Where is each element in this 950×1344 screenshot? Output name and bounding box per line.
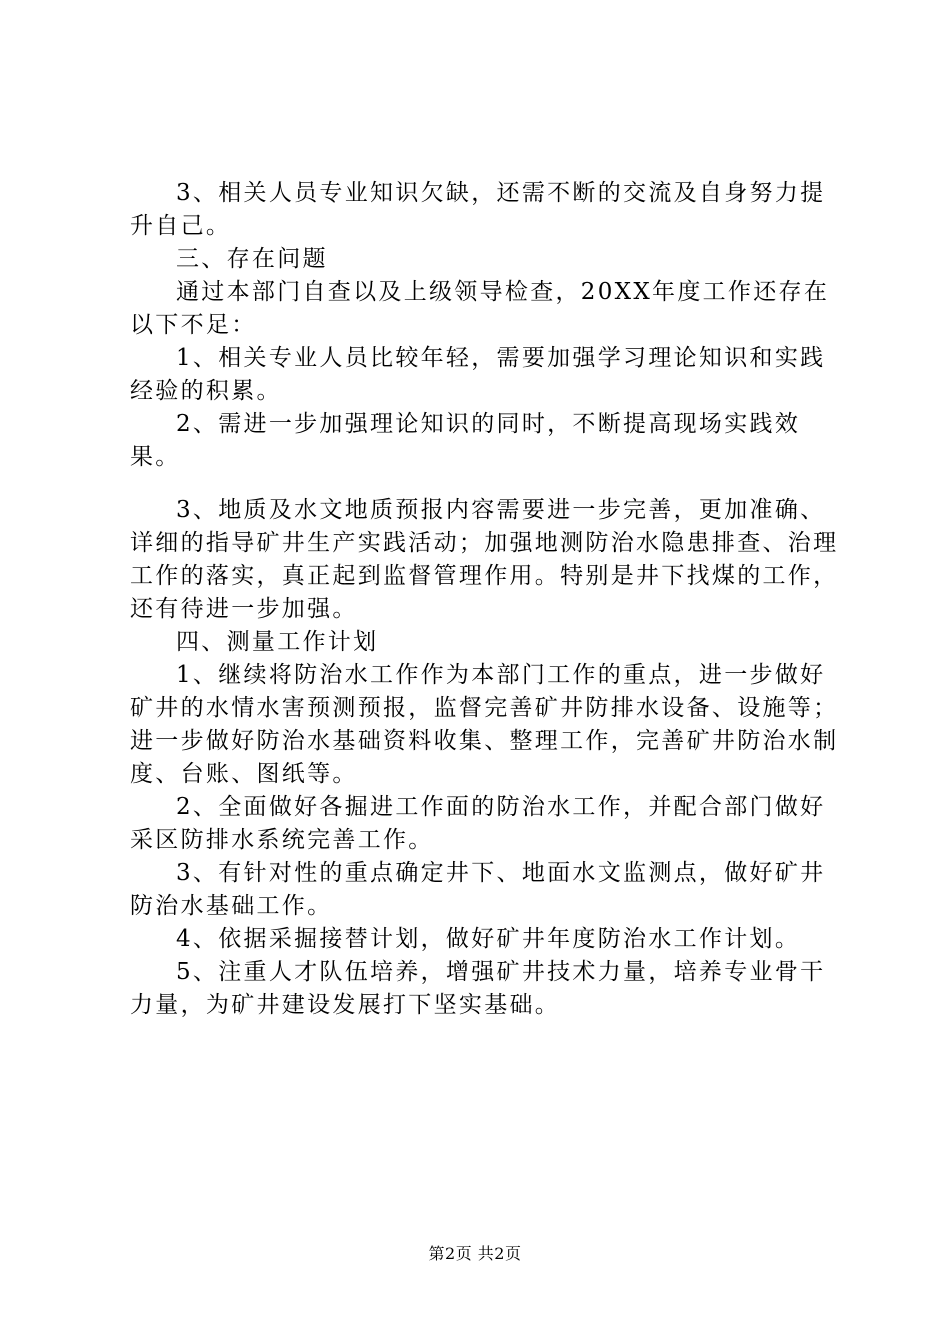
paragraph-plan-5: 5、注重人才队伍培养，增强矿井技术力量，培养专业骨干力量，为矿井建设发展打下坚实基础。 — [130, 959, 826, 1018]
paragraph-plan-1: 1、继续将防治水工作作为本部门工作的重点，进一步做好矿井的水情水害预测预报，监督完善矿井防排水设备、设施等；进一步做好防治水基础资料收集、整理工作，完善矿井防治水制度、台账、图纸等。 — [130, 662, 839, 787]
page-number-footer: 第2页 共2页 — [428, 1244, 522, 1263]
document-body — [130, 177, 842, 1022]
paragraph-skills-gap: 3、相关人员专业知识欠缺，还需不断的交流及自身努力提升自己。 — [130, 180, 826, 239]
paragraph-plan-3: 3、有针对性的重点确定井下、地面水文监测点，做好矿井防治水基础工作。 — [130, 860, 826, 919]
paragraph-problem-2: 2、需进一步加强理论知识的同时，不断提高现场实践效果。 — [130, 411, 801, 470]
heading-existing-problems: 三、存在问题 — [176, 246, 328, 272]
paragraph-inspection-intro: 通过本部门自查以及上级领导检查，20XX年度工作还存在以下不足： — [130, 279, 830, 338]
paragraph-plan-4: 4、依据采掘接替计划，做好矿井年度防治水工作计划。 — [176, 926, 801, 952]
paragraph-plan-2: 2、全面做好各掘进工作面的防治水工作，并配合部门做好采区防排水系统完善工作。 — [130, 794, 826, 853]
heading-survey-work-plan: 四、测量工作计划 — [176, 629, 379, 655]
paragraph-problem-3: 3、地质及水文地质预报内容需要进一步完善，更加准确、详细的指导矿井生产实践活动；加强地测防治水隐患排查、治理工作的落实，真正起到监督管理作用。特别是井下找煤的工作，还有待进一步加强。 — [130, 497, 839, 622]
paragraph-problem-1: 1、相关专业人员比较年轻，需要加强学习理论知识和实践经验的积累。 — [130, 345, 826, 404]
